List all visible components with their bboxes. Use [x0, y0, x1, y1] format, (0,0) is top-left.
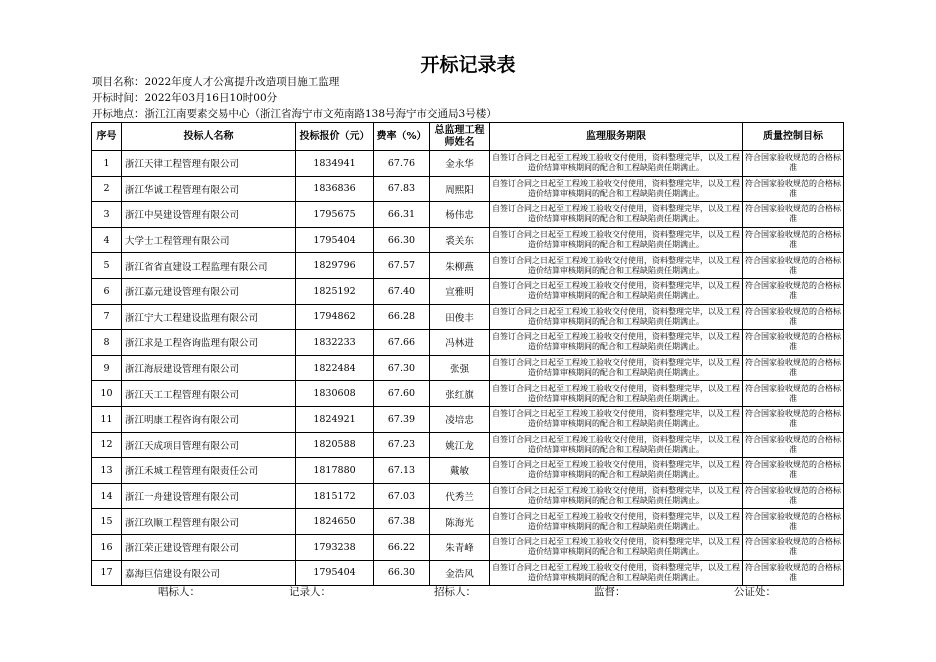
cell-term: 自签订合同之日起至工程竣工验收交付使用，资料整理完毕，以及工程造价结算审核期间的配合和工程缺陷责任期满止。 — [490, 406, 743, 432]
cell-seq: 10 — [92, 381, 122, 407]
cell-quality: 符合国家验收规范的合格标准 — [743, 534, 844, 560]
cell-quality: 符合国家验收规范的合格标准 — [743, 458, 844, 484]
table-row — [92, 355, 844, 381]
cell-rate: 67.30 — [374, 355, 430, 381]
cell-term: 自签订合同之日起至工程竣工验收交付使用，资料整理完毕，以及工程造价结算审核期间的配合和工程缺陷责任期满止。 — [490, 483, 743, 509]
cell-seq: 6 — [92, 278, 122, 304]
cell-price: 1830608 — [296, 381, 374, 407]
cell-rate: 66.31 — [374, 202, 430, 228]
table-header-row — [92, 123, 844, 151]
cell-engineer: 凌培忠 — [430, 406, 490, 432]
cell-seq: 5 — [92, 253, 122, 279]
table-row — [92, 227, 844, 253]
cell-rate: 66.30 — [374, 227, 430, 253]
cell-engineer: 冯林进 — [430, 330, 490, 356]
table-row — [92, 483, 844, 509]
cell-rate: 67.03 — [374, 483, 430, 509]
cell-bidder: 浙江宁大工程建设监理有限公司 — [122, 304, 296, 330]
cell-quality: 符合国家验收规范的合格标准 — [743, 304, 844, 330]
cell-term: 自签订合同之日起至工程竣工验收交付使用，资料整理完毕，以及工程造价结算审核期间的配合和工程缺陷责任期满止。 — [490, 458, 743, 484]
cell-bidder: 浙江中昊建设管理有限公司 — [122, 202, 296, 228]
cell-seq: 12 — [92, 432, 122, 458]
cell-price: 1795404 — [296, 560, 374, 586]
cell-price: 1824650 — [296, 509, 374, 535]
header-term: 监理服务期限 — [490, 123, 743, 151]
cell-engineer: 周熙阳 — [430, 176, 490, 202]
cell-rate: 67.60 — [374, 381, 430, 407]
cell-term: 自签订合同之日起至工程竣工验收交付使用，资料整理完毕，以及工程造价结算审核期间的配合和工程缺陷责任期满止。 — [490, 227, 743, 253]
footer-supervisor: 监督： — [594, 586, 626, 598]
cell-bidder: 浙江天工工程管理有限公司 — [122, 381, 296, 407]
cell-bidder: 浙江求是工程咨询监理有限公司 — [122, 330, 296, 356]
cell-rate: 67.66 — [374, 330, 430, 356]
cell-seq: 8 — [92, 330, 122, 356]
cell-seq: 7 — [92, 304, 122, 330]
cell-quality: 符合国家验收规范的合格标准 — [743, 253, 844, 279]
cell-engineer: 裘关东 — [430, 227, 490, 253]
table-row — [92, 253, 844, 279]
cell-term: 自签订合同之日起至工程竣工验收交付使用，资料整理完毕，以及工程造价结算审核期间的配合和工程缺陷责任期满止。 — [490, 151, 743, 177]
cell-term: 自签订合同之日起至工程竣工验收交付使用，资料整理完毕，以及工程造价结算审核期间的配合和工程缺陷责任期满止。 — [490, 534, 743, 560]
cell-price: 1825192 — [296, 278, 374, 304]
project-name-line: 项目名称：2022年度人才公寓提升改造项目施工监理 — [92, 76, 340, 88]
header-seq: 序号 — [92, 123, 122, 151]
cell-engineer: 金永华 — [430, 151, 490, 177]
cell-rate: 66.30 — [374, 560, 430, 586]
cell-engineer: 宣雅明 — [430, 278, 490, 304]
table-row — [92, 534, 844, 560]
cell-bidder: 浙江省省直建设工程监理有限公司 — [122, 253, 296, 279]
cell-bidder: 浙江荣正建设管理有限公司 — [122, 534, 296, 560]
header-rate: 费率（%） — [374, 123, 430, 151]
table-row — [92, 151, 844, 177]
cell-price: 1829796 — [296, 253, 374, 279]
cell-bidder: 浙江华诚工程管理有限公司 — [122, 176, 296, 202]
cell-engineer: 杨伟忠 — [430, 202, 490, 228]
table-row — [92, 304, 844, 330]
header-price: 投标报价（元） — [296, 123, 374, 151]
cell-bidder: 浙江海辰建设管理有限公司 — [122, 355, 296, 381]
cell-rate: 67.57 — [374, 253, 430, 279]
footer-singer: 唱标人： — [158, 586, 200, 598]
cell-quality: 符合国家验收规范的合格标准 — [743, 202, 844, 228]
cell-term: 自签订合同之日起至工程竣工验收交付使用，资料整理完毕，以及工程造价结算审核期间的配合和工程缺陷责任期满止。 — [490, 381, 743, 407]
header-quality: 质量控制目标 — [743, 123, 844, 151]
cell-seq: 13 — [92, 458, 122, 484]
table-row — [92, 278, 844, 304]
cell-term: 自签订合同之日起至工程竣工验收交付使用，资料整理完毕，以及工程造价结算审核期间的配合和工程缺陷责任期满止。 — [490, 432, 743, 458]
cell-bidder: 浙江嘉元建设管理有限公司 — [122, 278, 296, 304]
footer-recorder: 记录人： — [289, 586, 331, 598]
header-engineer: 总监理工程师姓名 — [430, 123, 490, 151]
footer-bid-opener: 招标人： — [434, 586, 476, 598]
cell-seq: 17 — [92, 560, 122, 586]
cell-quality: 符合国家验收规范的合格标准 — [743, 355, 844, 381]
cell-term: 自签订合同之日起至工程竣工验收交付使用，资料整理完毕，以及工程造价结算审核期间的配合和工程缺陷责任期满止。 — [490, 278, 743, 304]
opening-place-line: 开标地点：浙江江南要素交易中心（浙江省海宁市文苑南路138号海宁市交通局3号楼） — [92, 108, 497, 120]
cell-seq: 14 — [92, 483, 122, 509]
cell-bidder: 浙江一舟建设管理有限公司 — [122, 483, 296, 509]
cell-rate: 67.23 — [374, 432, 430, 458]
cell-seq: 11 — [92, 406, 122, 432]
table-row — [92, 560, 844, 586]
header-bidder: 投标人名称 — [122, 123, 296, 151]
cell-term: 自签订合同之日起至工程竣工验收交付使用，资料整理完毕，以及工程造价结算审核期间的配合和工程缺陷责任期满止。 — [490, 253, 743, 279]
cell-quality: 符合国家验收规范的合格标准 — [743, 432, 844, 458]
cell-engineer: 张红旗 — [430, 381, 490, 407]
cell-term: 自签订合同之日起至工程竣工验收交付使用，资料整理完毕，以及工程造价结算审核期间的配合和工程缺陷责任期满止。 — [490, 355, 743, 381]
bid-record-table — [91, 122, 844, 586]
cell-rate: 67.83 — [374, 176, 430, 202]
cell-rate: 67.38 — [374, 509, 430, 535]
cell-price: 1793238 — [296, 534, 374, 560]
table-row — [92, 432, 844, 458]
table-row — [92, 458, 844, 484]
cell-bidder: 浙江玖顺工程管理有限公司 — [122, 509, 296, 535]
cell-price: 1794862 — [296, 304, 374, 330]
cell-seq: 4 — [92, 227, 122, 253]
cell-rate: 67.40 — [374, 278, 430, 304]
cell-rate: 66.22 — [374, 534, 430, 560]
cell-quality: 符合国家验收规范的合格标准 — [743, 509, 844, 535]
cell-quality: 符合国家验收规范的合格标准 — [743, 406, 844, 432]
cell-bidder: 浙江禾城工程管理有限责任公司 — [122, 458, 296, 484]
cell-engineer: 戴敏 — [430, 458, 490, 484]
cell-term: 自签订合同之日起至工程竣工验收交付使用，资料整理完毕，以及工程造价结算审核期间的配合和工程缺陷责任期满止。 — [490, 509, 743, 535]
cell-price: 1832233 — [296, 330, 374, 356]
document-title: 开标记录表 — [420, 54, 516, 76]
cell-engineer: 姚江龙 — [430, 432, 490, 458]
cell-price: 1795404 — [296, 227, 374, 253]
cell-engineer: 朱柳燕 — [430, 253, 490, 279]
cell-term: 自签订合同之日起至工程竣工验收交付使用，资料整理完毕，以及工程造价结算审核期间的配合和工程缺陷责任期满止。 — [490, 304, 743, 330]
cell-engineer: 代秀兰 — [430, 483, 490, 509]
cell-seq: 1 — [92, 151, 122, 177]
cell-seq: 2 — [92, 176, 122, 202]
cell-rate: 67.76 — [374, 151, 430, 177]
cell-engineer: 朱青峰 — [430, 534, 490, 560]
table-row — [92, 176, 844, 202]
cell-engineer: 张强 — [430, 355, 490, 381]
footer-notary: 公证处： — [734, 586, 776, 598]
cell-engineer: 陈海光 — [430, 509, 490, 535]
cell-quality: 符合国家验收规范的合格标准 — [743, 227, 844, 253]
cell-quality: 符合国家验收规范的合格标准 — [743, 330, 844, 356]
cell-quality: 符合国家验收规范的合格标准 — [743, 151, 844, 177]
cell-term: 自签订合同之日起至工程竣工验收交付使用，资料整理完毕，以及工程造价结算审核期间的配合和工程缺陷责任期满止。 — [490, 202, 743, 228]
cell-rate: 67.39 — [374, 406, 430, 432]
cell-bidder: 嘉海巨信建设有限公司 — [122, 560, 296, 586]
cell-seq: 15 — [92, 509, 122, 535]
cell-price: 1795675 — [296, 202, 374, 228]
cell-engineer: 金浩风 — [430, 560, 490, 586]
cell-rate: 67.13 — [374, 458, 430, 484]
cell-term: 自签订合同之日起至工程竣工验收交付使用，资料整理完毕，以及工程造价结算审核期间的配合和工程缺陷责任期满止。 — [490, 560, 743, 586]
cell-rate: 66.28 — [374, 304, 430, 330]
cell-seq: 9 — [92, 355, 122, 381]
table-row — [92, 202, 844, 228]
cell-price: 1836836 — [296, 176, 374, 202]
table-row — [92, 330, 844, 356]
cell-price: 1817880 — [296, 458, 374, 484]
cell-bidder: 大学士工程管理有限公司 — [122, 227, 296, 253]
cell-price: 1815172 — [296, 483, 374, 509]
table-row — [92, 406, 844, 432]
cell-bidder: 浙江天成项目管理有限公司 — [122, 432, 296, 458]
cell-price: 1820588 — [296, 432, 374, 458]
cell-term: 自签订合同之日起至工程竣工验收交付使用，资料整理完毕，以及工程造价结算审核期间的配合和工程缺陷责任期满止。 — [490, 176, 743, 202]
cell-engineer: 田俊丰 — [430, 304, 490, 330]
cell-seq: 16 — [92, 534, 122, 560]
cell-term: 自签订合同之日起至工程竣工验收交付使用，资料整理完毕，以及工程造价结算审核期间的配合和工程缺陷责任期满止。 — [490, 330, 743, 356]
cell-quality: 符合国家验收规范的合格标准 — [743, 381, 844, 407]
cell-price: 1834941 — [296, 151, 374, 177]
cell-bidder: 浙江明康工程咨询有限公司 — [122, 406, 296, 432]
cell-seq: 3 — [92, 202, 122, 228]
cell-bidder: 浙江天律工程管理有限公司 — [122, 151, 296, 177]
cell-quality: 符合国家验收规范的合格标准 — [743, 176, 844, 202]
cell-quality: 符合国家验收规范的合格标准 — [743, 483, 844, 509]
cell-quality: 符合国家验收规范的合格标准 — [743, 278, 844, 304]
opening-time-line: 开标时间：2022年03月16日10时00分 — [92, 92, 278, 104]
cell-price: 1824921 — [296, 406, 374, 432]
cell-price: 1822484 — [296, 355, 374, 381]
table-row — [92, 509, 844, 535]
table-row — [92, 381, 844, 407]
cell-quality: 符合国家验收规范的合格标准 — [743, 560, 844, 586]
